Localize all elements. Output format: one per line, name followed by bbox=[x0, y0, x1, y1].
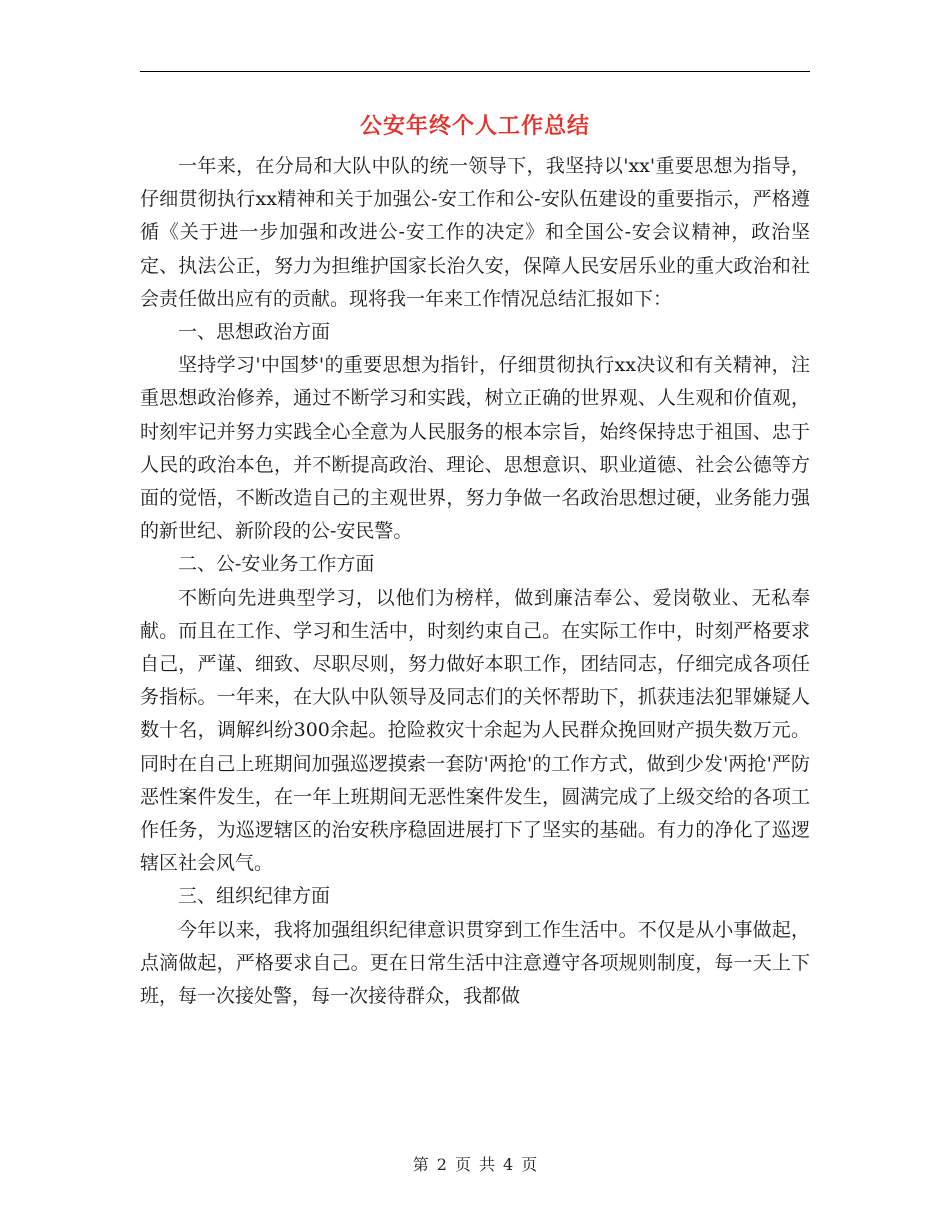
page-footer bbox=[140, 1154, 810, 1176]
section-heading-2: 二、公-安业务工作方面 bbox=[178, 553, 375, 576]
footer-current-page: 2 bbox=[436, 1155, 447, 1174]
document-title: 公安年终个人工作总结 bbox=[359, 113, 590, 139]
footer-ye-2: 页 bbox=[521, 1155, 538, 1174]
header-rule bbox=[140, 71, 810, 72]
paragraph-political: 坚持学习'中国梦'的重要思想为指针，仔细贯彻执行xx决议和有关精神，注重思想政治修养，通过不断学习和实践，树立正确的世界观、人生观和价值观，时刻牢记并努力实践全心全意为人民服务的根本宗旨，始终保持忠于祖国、忠于人民的政治本色，并不断提高政治、理论、思想意识、职业道德、社会公德等方面的觉悟，不断改造自己的主观世界，努力争做一名政治思想过硬，业务能力强的新世纪、新阶段的公-安民警。 bbox=[140, 354, 810, 543]
section-heading-1: 一、思想政治方面 bbox=[178, 321, 331, 344]
footer-di: 第 bbox=[412, 1155, 429, 1174]
paragraph-discipline: 今年以来，我将加强组织纪律意识贯穿到工作生活中。不仅是从小事做起，点滴做起，严格要求自己。更在日常生活中注意遵守各项规则制度，每一天上下班，每一次接处警，每一次接待群众，我都做 bbox=[140, 918, 810, 1008]
paragraph-business: 不断向先进典型学习，以他们为榜样，做到廉洁奉公、爱岗敬业、无私奉献。而且在工作、学习和生活中，时刻约束自己。在实际工作中，时刻严格要求自己，严谨、细致、尽职尽则，努力做好本职工作，团结同志，仔细完成各项任务指标。一年来，在大队中队领导及同志们的关怀帮助下，抓获违法犯罪嫌疑人数十名，调解纠纷300余起。抢险救灾十余起为人民群众挽回财产损失数万元。同时在自己上班期间加强巡逻摸索一套防'两抢'的工作方式，做到少发'两抢'严防恶性案件发生，在一年上班期间无恶性案件发生，圆满完成了上级交给的各项工作任务，为巡逻辖区的治安秩序稳固进展打下了坚实的基础。有力的净化了巡逻辖区社会风气。 bbox=[140, 586, 810, 875]
section-heading-3: 三、组织纪律方面 bbox=[178, 885, 331, 908]
document-body bbox=[140, 150, 810, 1013]
paragraph-intro: 一年来，在分局和大队中队的统一领导下，我坚持以'xx'重要思想为指导，仔细贯彻执行xx精神和关于加强公-安工作和公-安队伍建设的重要指示，严格遵循《关于进一步加强和改进公-安工作的决定》和全国公-安会议精神，政治坚定、执法公正，努力为担维护国家长治久安，保障人民安居乐业的重大政治和社会责任做出应有的贡献。现将我一年来工作情况总结汇报如下： bbox=[140, 155, 810, 310]
footer-gong: 共 bbox=[479, 1155, 496, 1174]
footer-ye: 页 bbox=[454, 1155, 471, 1174]
footer-total-pages: 4 bbox=[503, 1155, 514, 1174]
